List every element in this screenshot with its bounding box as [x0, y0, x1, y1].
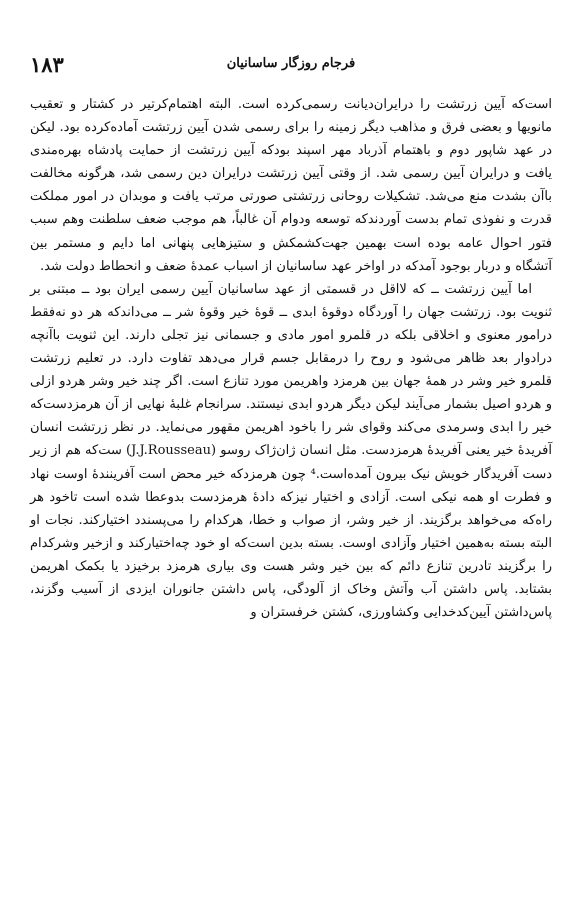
- page-number: ۱۸۳: [30, 52, 64, 77]
- body-text: [30, 93, 552, 624]
- paragraph: است‌که آیین زرتشت را درایران‌دیانت رسمی‌کرده است. البته اهتمام‌کرتیر در کشتار و تعقیب مانویها و بعضی فرق و مذاهب دیگر زمینه را برای رسمی شدن آیین زرتشت آماده‌کرده بود. لیکن در عهد شاپور دوم و باهتمام آذرباد مهر اسپند بودکه آیین زرتشت از حمایت پادشاه بهره‌مندی یافت و درایران آیین رسمی شد. از وقتی آیین زرتشت درایران دین رسمی شد، هرگونه مخالفت باآن بشدت منع می‌شد. تشکیلات روحانی زرتشتی صورتی مرتب یافت و موبدان در امور مملکت قدرت و نفوذی تمام بدست آوردندکه توسعه ودوام آن غالباً، هم موجب ضعف سلطنت وهم سبب فتور احوال عامه بوده است بهمین جهت‌کشمکش و ستیزهایی پنهانی اما دایم و مستمر بین آتشگاه و دربار بوجود آمدکه در اواخر عهد ساسانیان از اسباب عمدهٔ ضعف و انحطاط دولت شد.: [30, 97, 552, 274]
- paragraph: اما آیین زرتشت ــ که لااقل در قسمتی از عهد ساسانیان آیین رسمی ایران بود ــ مبتنی بر ثنویت بود. زرتشت جهان را آوردگاه دوقوهٔ ابدی ــ قوهٔ خیر وقوهٔ شر ــ می‌داندکه هر دو نه‌فقط درامور معنوی و اخلاقی بلکه در قلمرو امور مادی و جسمانی نیز تجلی دارند. این ثنویت باآنچه درادوار بعد ظاهر می‌شود و روح را درمقابل جسم قرار می‌دهد تفاوت دارد. در تعلیم زرتشت قلمرو خیر وشر در همهٔ جهان بین هرمزد واهریمن مورد تنازع است. اگر چند خیر وشر هردو ازلی و هردو اصیل بشمار می‌آیند لیکن دیگر هردو ابدی نیستند. سرانجام غلبهٔ نهایی از آن هرمزدست‌که خیر را ابدی وسرمدی می‌کند وقوای شر را باخود اهریمن مقهور می‌نماید. در نظر زرتشت انسان آفریدهٔ خیر یعنی آفریدهٔ هرمزدست. مثل انسان ژان‌ژاک روسو (J.J.Rousseau) ست‌که هم از زیر دست آفریدگار خویش نیک بیرون آمده‌است.⁴ چون هرمزدکه خیر محض است آفرینندهٔ اوست نهاد و فطرت او همه نیکی است. آزادی و اختیار نیزکه دادهٔ هرمزدست بدوعطا شده است تاخود هر راه‌که می‌خواهد برگزیند. از خیر وشر، از صواب و خطا، هرکدام را می‌پسندد اختیارکند. نجات او البته بسته به‌همین اختیار وآزادی اوست. بسته بدین است‌که او خود چه‌اختیارکند و ازخیر وشرکدام را برگزیند تادرین تنازع دائم‌ که بین خیر وشر هست وی بیاری هرمزد برخیزد یا بکمک اهریمن بشتابد. پاس داشتن آب وآتش وخاک از آلودگی، پاس داشتن جانوران ایزدی از آسیب وگزند، پاس‌داشتن آیین‌کدخدایی وکشاورزی، کشتن خرفستران و: [30, 281, 553, 621]
- page-header: [30, 50, 552, 80]
- running-title: فرجام روزگار ساسانیان: [226, 56, 356, 71]
